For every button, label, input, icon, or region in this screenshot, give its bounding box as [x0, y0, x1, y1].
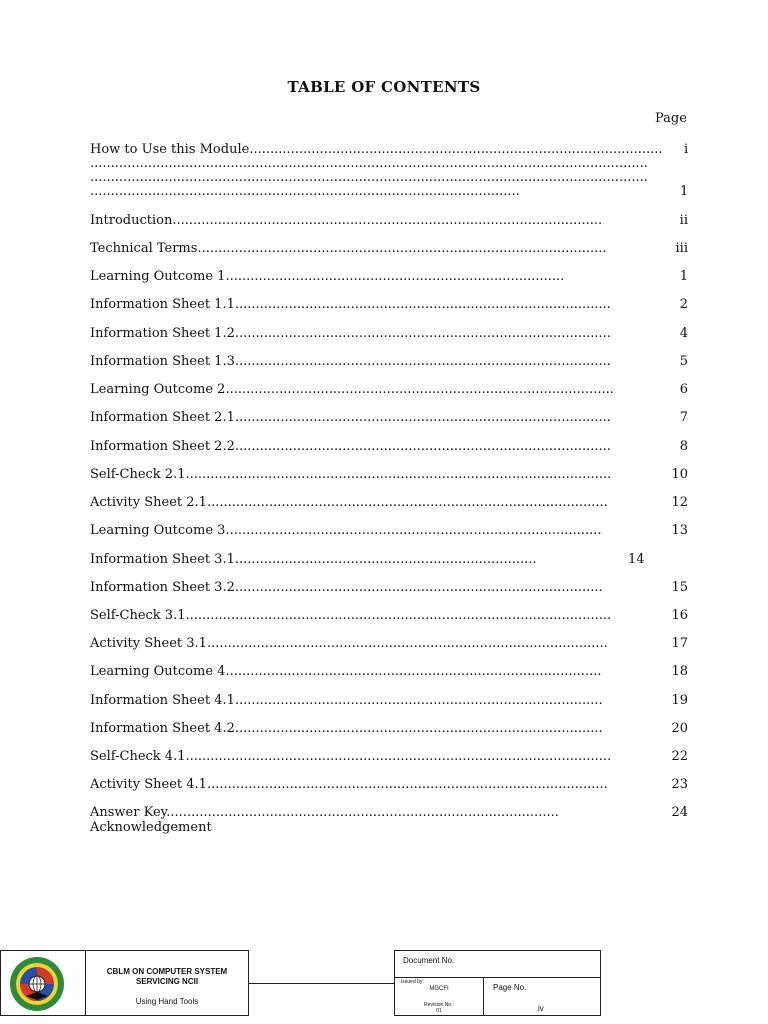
toc-entry-page: 16: [671, 608, 688, 623]
toc-entry-page: 7: [679, 410, 688, 425]
toc-entry: [90, 777, 671, 793]
toc-entry-dots: .................................................................................................: [206, 777, 608, 792]
toc-entry-dots: ...........................................................................................: [234, 410, 611, 425]
toc-entry: [90, 523, 671, 539]
toc-entry-dots: .........................................................................................: [234, 721, 603, 736]
footer-course-title: CBLM ON COMPUTER SYSTEM SERVICING NCII: [106, 967, 228, 986]
toc-entry-label: Activity Sheet 3.1: [90, 636, 207, 651]
toc-entry: [90, 664, 671, 680]
page-column-header: Page: [655, 111, 687, 126]
footer-module-title: Using Hand Tools: [135, 997, 199, 1006]
toc-entry-dots: ...........................................................................................: [234, 439, 611, 454]
toc-entry-page: 14: [628, 552, 645, 567]
toc-entry-dots: ..............................................................................................: [225, 382, 614, 397]
toc-entry-dots: ...........................................................................................: [234, 354, 611, 369]
toc-entry-page: 5: [679, 354, 688, 369]
toc-entry-dots: ....................................................................................................: [249, 142, 663, 157]
toc-entry: [90, 439, 680, 455]
toc-entry-page: iii: [675, 241, 688, 256]
toc-entry-page: 1: [679, 269, 688, 284]
toc-entry: [90, 213, 680, 229]
toc-entry-page: 15: [671, 580, 688, 595]
footer-divider: [249, 983, 394, 984]
toc-wrap-dots: ........................................................................................................: [90, 185, 520, 199]
toc-entry: [90, 269, 680, 285]
toc-entry: [90, 382, 680, 398]
toc-entry-page: 2: [679, 297, 688, 312]
toc-entry-dots: ...........................................................................................: [234, 326, 611, 341]
toc-entry-page: ii: [679, 213, 688, 228]
toc-entry-page: 22: [671, 749, 688, 764]
toc-entry: [90, 410, 680, 426]
toc-entry-label: Information Sheet 3.2: [90, 580, 235, 595]
toc-entry-label: Learning Outcome 1: [90, 269, 226, 284]
toc-entry-label: Information Sheet 4.2: [90, 721, 235, 736]
toc-entry-dots: .................................................................................................: [206, 636, 608, 651]
toc-entry-page: 13: [671, 523, 688, 538]
issued-by-label: Issued by:: [401, 979, 424, 985]
toc-entry-label: Self-Check 3.1: [90, 608, 186, 623]
toc-entry-label: Information Sheet 3.1: [90, 552, 235, 567]
toc-entry-label: Learning Outcome 4: [90, 664, 226, 679]
toc-entry-dots: ..................................................................................: [225, 269, 565, 284]
toc-entry-label: Self-Check 2.1: [90, 467, 186, 482]
toc-entry-label: Information Sheet 1.3: [90, 354, 235, 369]
toc-entry-page: 4: [679, 326, 688, 341]
document-no-label: Document No.: [403, 956, 455, 965]
revision-label: Revision No.:: [424, 1002, 454, 1008]
footer-course-box: [0, 950, 249, 1016]
toc-entry: [90, 326, 680, 342]
page-no-label: Page No.: [493, 983, 527, 992]
toc-entry-label: Information Sheet 2.2: [90, 439, 235, 454]
toc-entry-label: How to Use this Module: [90, 142, 250, 157]
toc-entry: [90, 693, 671, 709]
toc-entry-label: Information Sheet 1.2: [90, 326, 235, 341]
toc-entry-dots: ...........................................................................................: [225, 664, 602, 679]
toc-entry-page: 24: [671, 805, 688, 820]
toc-entry: [90, 636, 671, 652]
toc-wrap-dots: .......................................................................................................................................: [90, 171, 648, 185]
toc-entry-page: 17: [671, 636, 688, 651]
page-no-value: iv: [538, 1004, 544, 1013]
toc-entry-label: Technical Terms: [90, 241, 198, 256]
toc-entry: [90, 552, 628, 568]
revision-value: 01: [436, 1008, 442, 1014]
toc-last-line: Acknowledgement: [90, 820, 212, 835]
toc-entry-dots: ...........................................................................................: [234, 297, 611, 312]
toc-entry-label: Introduction: [90, 213, 173, 228]
toc-entry: [90, 580, 671, 596]
toc-entry: [90, 297, 680, 313]
toc-entry-dots: ...................................................................................................: [197, 241, 607, 256]
toc-entry: [90, 805, 671, 821]
toc-entry-dots: .........................................................................: [234, 552, 537, 567]
toc-entry-page: i: [684, 142, 689, 157]
toc-entry-dots: ........................................................................................................: [172, 213, 603, 228]
toc-entry-dots: .......................................................................................................: [185, 608, 612, 623]
toc-entry-dots: .......................................................................................................: [185, 749, 612, 764]
toc-title: TABLE OF CONTENTS: [287, 78, 481, 96]
toc-entry: [90, 467, 671, 483]
toc-entry-page: 20: [671, 721, 688, 736]
toc-entry-page: 19: [671, 693, 688, 708]
toc-entry-page: 8: [679, 439, 688, 454]
toc-entry-first: [90, 142, 684, 158]
toc-wrap-dots: .......................................................................................................................................: [90, 157, 648, 171]
toc-entry-label: Answer Key: [90, 805, 167, 820]
toc-entry: [90, 241, 676, 257]
toc-entry-label: Information Sheet 4.1: [90, 693, 235, 708]
logo: [1, 951, 86, 1015]
toc-entry: [90, 354, 680, 370]
toc-entry-page: 23: [671, 777, 688, 792]
toc-entry-dots: .........................................................................................: [234, 693, 603, 708]
toc-entry-dots: ...........................................................................................: [225, 523, 602, 538]
toc-entry-page: 18: [671, 664, 688, 679]
toc-entry-dots: .................................................................................................: [206, 495, 608, 510]
toc-entry-label: Activity Sheet 2.1: [90, 495, 207, 510]
toc-entry-label: Self-Check 4.1: [90, 749, 186, 764]
school-seal-icon: [8, 956, 66, 1012]
toc-wrap-page: 1: [680, 184, 689, 199]
toc-entry-label: Information Sheet 2.1: [90, 410, 235, 425]
toc-entry-label: Learning Outcome 2: [90, 382, 226, 397]
toc-entry-dots: ...............................................................................................: [166, 805, 559, 820]
toc-entry: [90, 721, 671, 737]
toc-entry-page: 6: [679, 382, 688, 397]
footer-document-box: [394, 950, 601, 1016]
toc-entry-page: 10: [671, 467, 688, 482]
toc-entry-page: 12: [671, 495, 688, 510]
toc-entry-label: Activity Sheet 4.1: [90, 777, 207, 792]
toc-entry-dots: .......................................................................................................: [185, 467, 612, 482]
toc-entry-dots: .........................................................................................: [234, 580, 603, 595]
toc-entry: [90, 608, 671, 624]
toc-entry-label: Information Sheet 1.1: [90, 297, 235, 312]
toc-entry: [90, 749, 671, 765]
toc-entry: [90, 495, 671, 511]
toc-entry-label: Learning Outcome 3: [90, 523, 226, 538]
issued-by-value: MGCFI: [429, 986, 449, 992]
